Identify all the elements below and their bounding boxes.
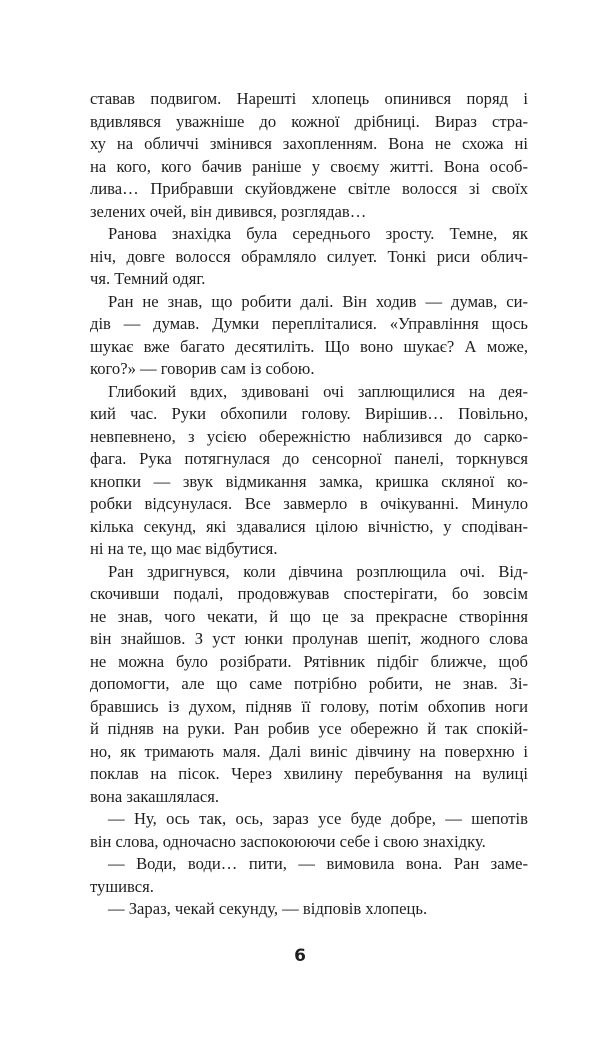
text-line: допомогти, але що саме потрібно робити, не знав. Зі- bbox=[90, 674, 528, 693]
paragraph bbox=[90, 381, 528, 561]
text-line: — Води, води… пити, — вимовила вона. Ран заме- bbox=[108, 854, 528, 873]
text-line: дів — думав. Думки перепліталися. «Управління щось bbox=[90, 314, 528, 333]
text-line: ніч, довге волосся обрамляло силует. Тонкі риси облич- bbox=[90, 246, 528, 266]
text-line: — Зараз, чекай секунду, — відповів хлопець. bbox=[108, 899, 428, 918]
text-line: кого?» — говорив сам із собою. bbox=[90, 359, 315, 378]
text-line: тушився. bbox=[90, 876, 154, 896]
paragraph bbox=[90, 561, 528, 809]
text-line: бравшись із духом, підняв її голову, потім обхопив ноги bbox=[90, 696, 528, 716]
paragraph bbox=[90, 223, 528, 291]
paragraph bbox=[90, 898, 528, 921]
paragraph bbox=[90, 808, 528, 853]
text-line: не знав, чого чекати, й що це за прекрасне створіння bbox=[90, 606, 528, 626]
text-line: Ран не знав, що робити далі. Він ходив — думав, си- bbox=[108, 291, 528, 311]
text-line: й підняв на руки. Ран робив усе обережно й так спокій- bbox=[90, 719, 528, 738]
text-line: лива… Прибравши скуйовджене світле волосся зі своїх bbox=[90, 179, 528, 198]
text-line: Ранова знахідка була середнього зросту. Темне, як bbox=[108, 224, 528, 243]
page-number: 6 bbox=[294, 946, 306, 966]
text-line: кий час. Руки обхопили голову. Вирішив… Повільно, bbox=[90, 404, 528, 423]
text-line: кілька секунд, які здавалися цілою вічністю, у сподіван- bbox=[90, 516, 528, 536]
text-line: невпевнено, з усією обережністю наблизився до сарко- bbox=[90, 426, 528, 446]
paragraph bbox=[90, 88, 528, 223]
text-line: чя. Темний одяг. bbox=[90, 269, 206, 288]
text-line: скочивши подалі, продовжував спостерігати, бо зовсім bbox=[90, 584, 528, 603]
text-line: зелених очей, він дивився, розглядав… bbox=[90, 201, 367, 221]
text-line: вона закашлялася. bbox=[90, 786, 219, 806]
text-line: ху на обличчі змінився захопленням. Вона не схожа ні bbox=[90, 134, 528, 153]
text-line: ні на те, що має відбутися. bbox=[90, 539, 278, 558]
text-line: ставав подвигом. Нарешті хлопець опинився поряд і bbox=[90, 89, 528, 108]
text-line: робки відсунулася. Все завмерло в очікуванні. Минуло bbox=[90, 494, 528, 513]
body-text bbox=[90, 88, 528, 921]
text-line: но, як тримають маля. Далі виніс дівчину на поверхню і bbox=[90, 741, 528, 761]
text-line: — Ну, ось так, ось, зараз усе буде добре, — шепотів bbox=[108, 809, 528, 828]
text-line: шукає вже багато десятиліть. Що воно шукає? А може, bbox=[90, 336, 528, 356]
text-line: поклав на пісок. Через хвилину перебування на вулиці bbox=[90, 764, 528, 783]
text-line: не можна було розібрати. Рятівник підбіг ближче, щоб bbox=[90, 651, 528, 671]
text-line: фага. Рука потягнулася до сенсорної панелі, торкнувся bbox=[90, 449, 528, 468]
text-line: Глибокий вдих, здивовані очі заплющилися на дея- bbox=[108, 381, 528, 401]
text-line: вдивлявся уважніше до кожної дрібниці. Вираз стра- bbox=[90, 111, 528, 131]
text-line: кнопки — звук відмикання замка, кришка скляної ко- bbox=[90, 471, 528, 491]
text-line: він слова, одночасно заспокоюючи себе і свою знахідку. bbox=[90, 831, 486, 851]
paragraph bbox=[90, 853, 528, 898]
paragraph bbox=[90, 291, 528, 381]
text-line: Ран здригнувся, коли дівчина розплющила очі. Від- bbox=[108, 561, 528, 581]
text-line: він знайшов. З уст юнки пролунав шепіт, жодного слова bbox=[90, 629, 528, 648]
text-line: на кого, кого бачив раніше у своєму житті. Вона особ- bbox=[90, 156, 528, 176]
